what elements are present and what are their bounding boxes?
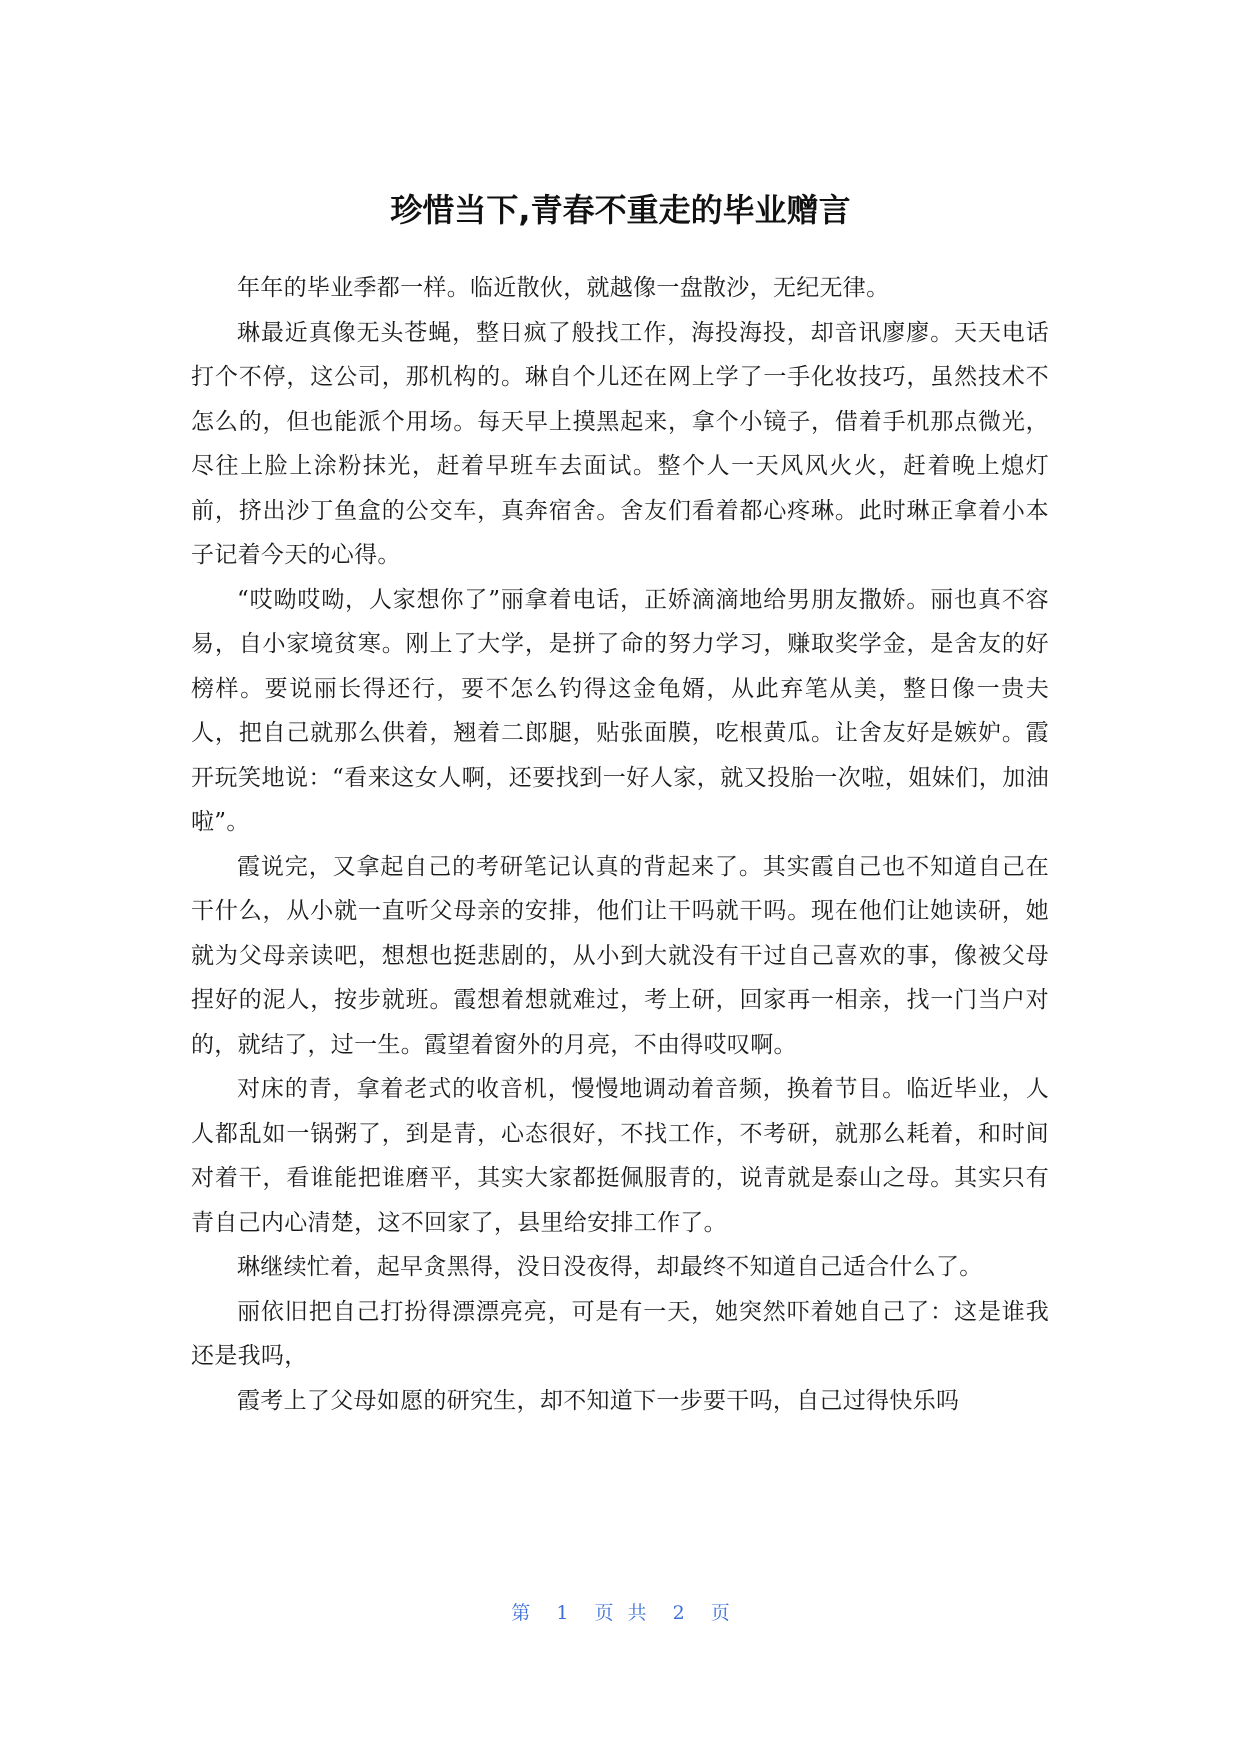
paragraph: 对床的青，拿着老式的收音机，慢慢地调动着音频，换着节目。临近毕业，人人都乱如一锅粥了，到是青，心态很好，不找工作，不考研，就那么耗着，和时间对着干，看谁能把谁磨平，其实大家都挺佩服青的，说青就是泰山之母。其实只有青自己内心清楚，这不回家了，县里给安排工作了。 [191,1076,1049,1236]
paragraph: “哎呦哎呦，人家想你了”丽拿着电话，正娇滴滴地给男朋友撒娇。丽也真不容易，自小家境贫寒。刚上了大学，是拼了命的努力学习，赚取奖学金，是舍友的好榜样。要说丽长得还行，要不怎么钓得这金龟婿，从此弃笔从美，整日像一贵夫人，把自己就那么供着，翘着二郎腿，贴张面膜，吃根黄瓜。让舍友好是嫉妒。霞开玩笑地说：“看来这女人啊，还要找到一好人家，就又投胎一次啦，姐妹们，加油啦”。 [191,586,1049,835]
paragraph: 霞说完，又拿起自己的考研笔记认真的背起来了。其实霞自己也不知道自己在干什么，从小就一直听父母亲的安排，他们让干吗就干吗。现在他们让她读研，她就为父母亲读吧，想想也挺悲剧的，从小到大就没有干过自己喜欢的事，像被父母捏好的泥人，按步就班。霞想着想就难过，考上研，回家再一相亲，找一门当户对的，就结了，过一生。霞望着窗外的月亮，不由得哎叹啊。 [191,853,1049,1058]
footer-total-pages: 2 [672,1602,685,1624]
paragraph: 霞考上了父母如愿的研究生，却不知道下一步要干吗，自己过得快乐吗 [237,1387,960,1414]
page-footer [0,1598,1241,1628]
footer-prefix: 第 [511,1602,531,1624]
paragraph: 琳继续忙着，起早贪黑得，没日没夜得，却最终不知道自己适合什么了。 [237,1254,983,1280]
document-body [191,266,1049,1423]
paragraph: 年年的毕业季都一样。临近散伙，就越像一盘散沙，无纪无律。 [237,275,890,301]
document-title: 珍惜当下,青春不重走的毕业赠言 [390,191,851,229]
paragraph: 丽依旧把自己打扮得漂漂亮亮，可是有一天，她突然吓着她自己了：这是谁我还是我吗， [191,1298,1049,1369]
footer-current-page: 1 [556,1602,569,1624]
footer-middle: 页 共 [594,1602,647,1624]
paragraph: 琳最近真像无头苍蝇，整日疯了般找工作，海投海投，却音讯廖廖。天天电话打个不停，这公司，那机构的。琳自个儿还在网上学了一手化妆技巧，虽然技术不怎么的，但也能派个用场。每天早上摸黑起来，拿个小镜子，借着手机那点微光，尽往上脸上涂粉抹光，赶着早班车去面试。整个人一天风风火火，赶着晚上熄灯前，挤出沙丁鱼盒的公交车，真奔宿舍。舍友们看着都心疼琳。此时琳正拿着小本子记着今天的心得。 [191,319,1049,568]
footer-suffix: 页 [710,1602,730,1624]
